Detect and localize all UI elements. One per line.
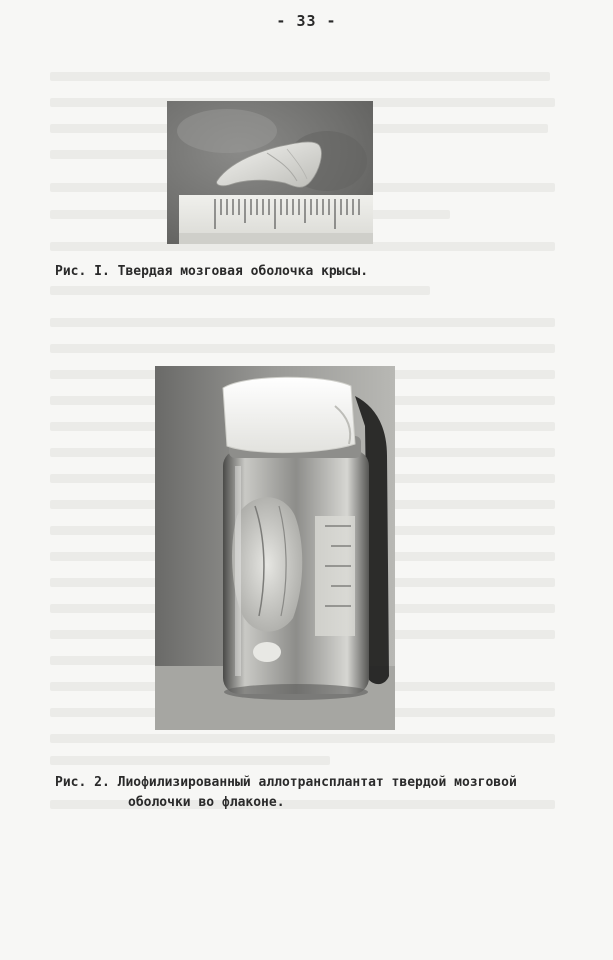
page-number: - 33 - bbox=[276, 12, 337, 30]
figure-2-caption-line-1: Рис. 2. Лиофилизированный аллотрансплантат твердой мозговой bbox=[55, 775, 517, 790]
figure-2-caption bbox=[55, 773, 517, 813]
dura-mater-image bbox=[167, 101, 373, 244]
figure-1-caption: Рис. I. Твердая мозговая оболочка крысы. bbox=[55, 264, 369, 279]
vial-image bbox=[155, 366, 395, 730]
vial-photo bbox=[155, 366, 395, 730]
dura-mater-photo bbox=[167, 101, 373, 244]
figure-2-caption-line-2: оболочки во флаконе. bbox=[128, 795, 285, 810]
